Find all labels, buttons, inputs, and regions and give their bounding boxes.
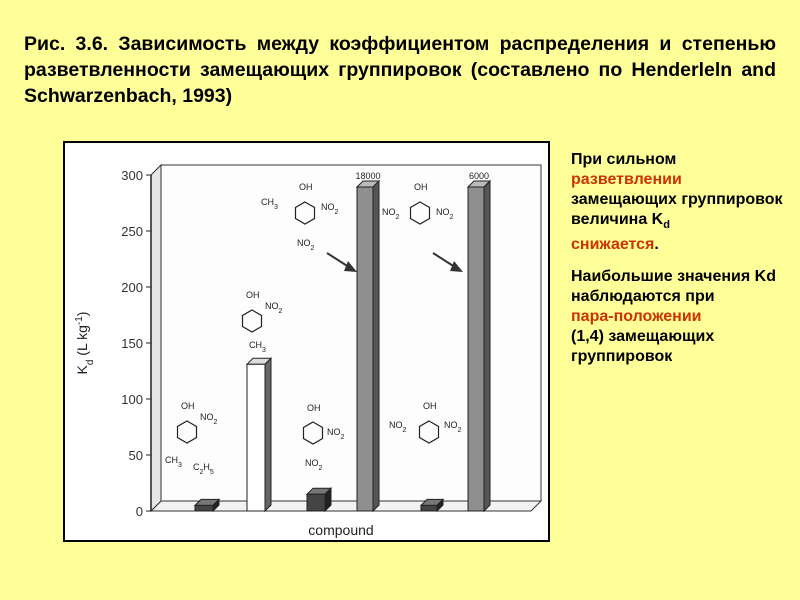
structure-label: $NO_2$ [200, 412, 218, 426]
bar [357, 187, 373, 511]
bar-value-label: 6000 [468, 171, 490, 181]
structure-label: $NO_2$ [321, 202, 339, 216]
chart-frame [63, 141, 550, 542]
structure-label: OH [299, 182, 313, 192]
bar-side [484, 181, 490, 511]
structure-label: $NO_2$ [436, 207, 454, 221]
bar-side [265, 358, 271, 511]
y-tick-label: 50 [128, 448, 143, 463]
structure-label: $NO_2$ [389, 420, 407, 434]
side-note [571, 150, 791, 379]
structure-label: $NO_2$ [305, 458, 323, 472]
note-paragraph-1: При сильном разветвлении замещающих группировок величина $K_d$ снижается. [571, 151, 783, 254]
y-tick-label: 100 [121, 392, 143, 407]
structure-label: $CH_3$ [261, 197, 278, 211]
bar-side [373, 181, 379, 511]
structure-label: $NO_2$ [382, 207, 400, 221]
y-tick-label: 0 [135, 504, 143, 519]
bar [195, 505, 213, 511]
structure-label: OH [307, 403, 321, 413]
structure-label: OH [246, 290, 260, 300]
structure-label: $NO_2$ [444, 420, 462, 434]
structure-label: $NO_2$ [297, 238, 315, 252]
bar [468, 187, 484, 511]
y-tick-label: 250 [121, 224, 143, 239]
note-paragraph-2: Наибольшие значения Kd наблюдаются при пара-положении (1,4) замещающих группировок [571, 268, 776, 366]
bar [247, 364, 265, 511]
slide-title: Рис. 3.6. Зависимость между коэффициентом распределения и степенью разветвленности замещающих группировок (составлено по Henderleln and Schwarzenbach, 1993) [24, 33, 776, 107]
structure-label: $CH_3$ [165, 455, 182, 469]
bar-chart [65, 143, 548, 540]
structure-label: $NO_2$ [265, 301, 283, 315]
bar [421, 505, 437, 511]
chart-left-wall [151, 165, 161, 511]
structure-label: $NO_2$ [327, 427, 345, 441]
y-axis-label: $K_d$ (L $kg^{-1}$) [73, 311, 96, 375]
structure-label: OH [423, 401, 437, 411]
structure-label: $CH_3$ [249, 340, 266, 354]
structure-label: $C_2H_5$ [193, 462, 214, 476]
y-tick-label: 300 [121, 168, 143, 183]
structure-label: OH [181, 401, 195, 411]
bar [307, 494, 325, 511]
x-axis-label: compound [308, 522, 374, 538]
bar-value-label: 18000 [355, 171, 381, 181]
structure-label: OH [414, 182, 428, 192]
y-tick-label: 200 [121, 280, 143, 295]
y-tick-label: 150 [121, 336, 143, 351]
